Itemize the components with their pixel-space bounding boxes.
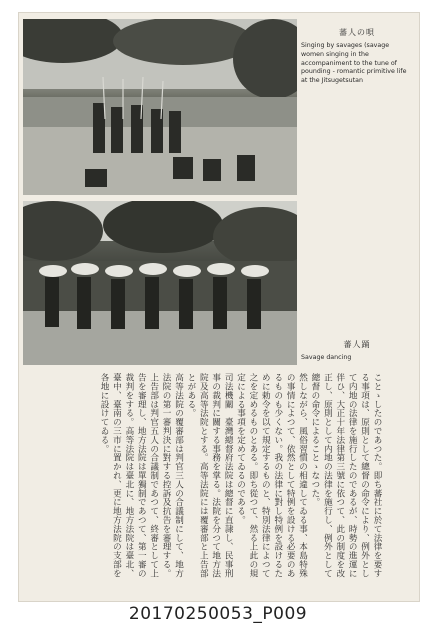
singing-photo [23, 19, 297, 195]
dancing-photo-illustration [23, 201, 297, 365]
article-paragraph: 高等法院の覆審部は判官三人の合議制にして、地方法院の第一審判決に對する控訴及抗告を審理する。上告部は判官五人の合議制であつて、終審として上告を審理し、地方法院は單獨制であつて、第一審の裁判をする。高等法院は臺北に、地方法院は臺北、臺中、臺南の三市に置かれ、更に地方法院の支部を各地に設けてゐる。 [99, 373, 184, 578]
singing-photo-illustration [23, 19, 297, 195]
image-identifier: 20170250053_P009 [128, 604, 308, 624]
article-body [79, 373, 383, 581]
article-paragraph: ことゝしたのであつた。即ち蕃社に於て法律を要する事項は、原則として總督の命令により、例外として内地の法律を施行したのであるが、時勢の進運に伴ひ、大正十年法律第三號に依つて、此の制度を改正し、原則として内地の法律を施行し、例外として總督の命令によることゝなつた。 [309, 373, 382, 578]
singing-caption [301, 27, 413, 86]
article-paragraph: 然しながら、風俗習慣の相違してゐる事、本島特殊の事情によつて、依然として特例を設ける必要のあるものも少くない。我の法律に對し特例を設けるために勅令を以て規定するものと、特別法律によつて之を定めるものとある。即ち從つて、然る上此の規定による事項を定めてゐるのである。 [235, 373, 308, 578]
singing-caption-title: 蕃人の唄 [339, 28, 375, 37]
dancing-photo [23, 201, 297, 365]
dancing-caption-title: 蕃人踊 [343, 340, 371, 349]
scanned-page [18, 12, 420, 602]
article-paragraph: 司法機關 臺灣總督府法院は總督に直隷し、民事刑事の裁判に關する事務を掌る。法院を分つて地方法院及高等法院とする。高等法院には覆審部と上告部とがある。 [185, 373, 234, 578]
dancing-caption [301, 339, 413, 363]
singing-caption-text: Singing by savages (savage women singing in the accompaniment to the tune of pounding - romantic primitive life at the Jitsugetsutan [301, 42, 407, 85]
dancing-caption-text: Savage dancing [301, 354, 352, 361]
